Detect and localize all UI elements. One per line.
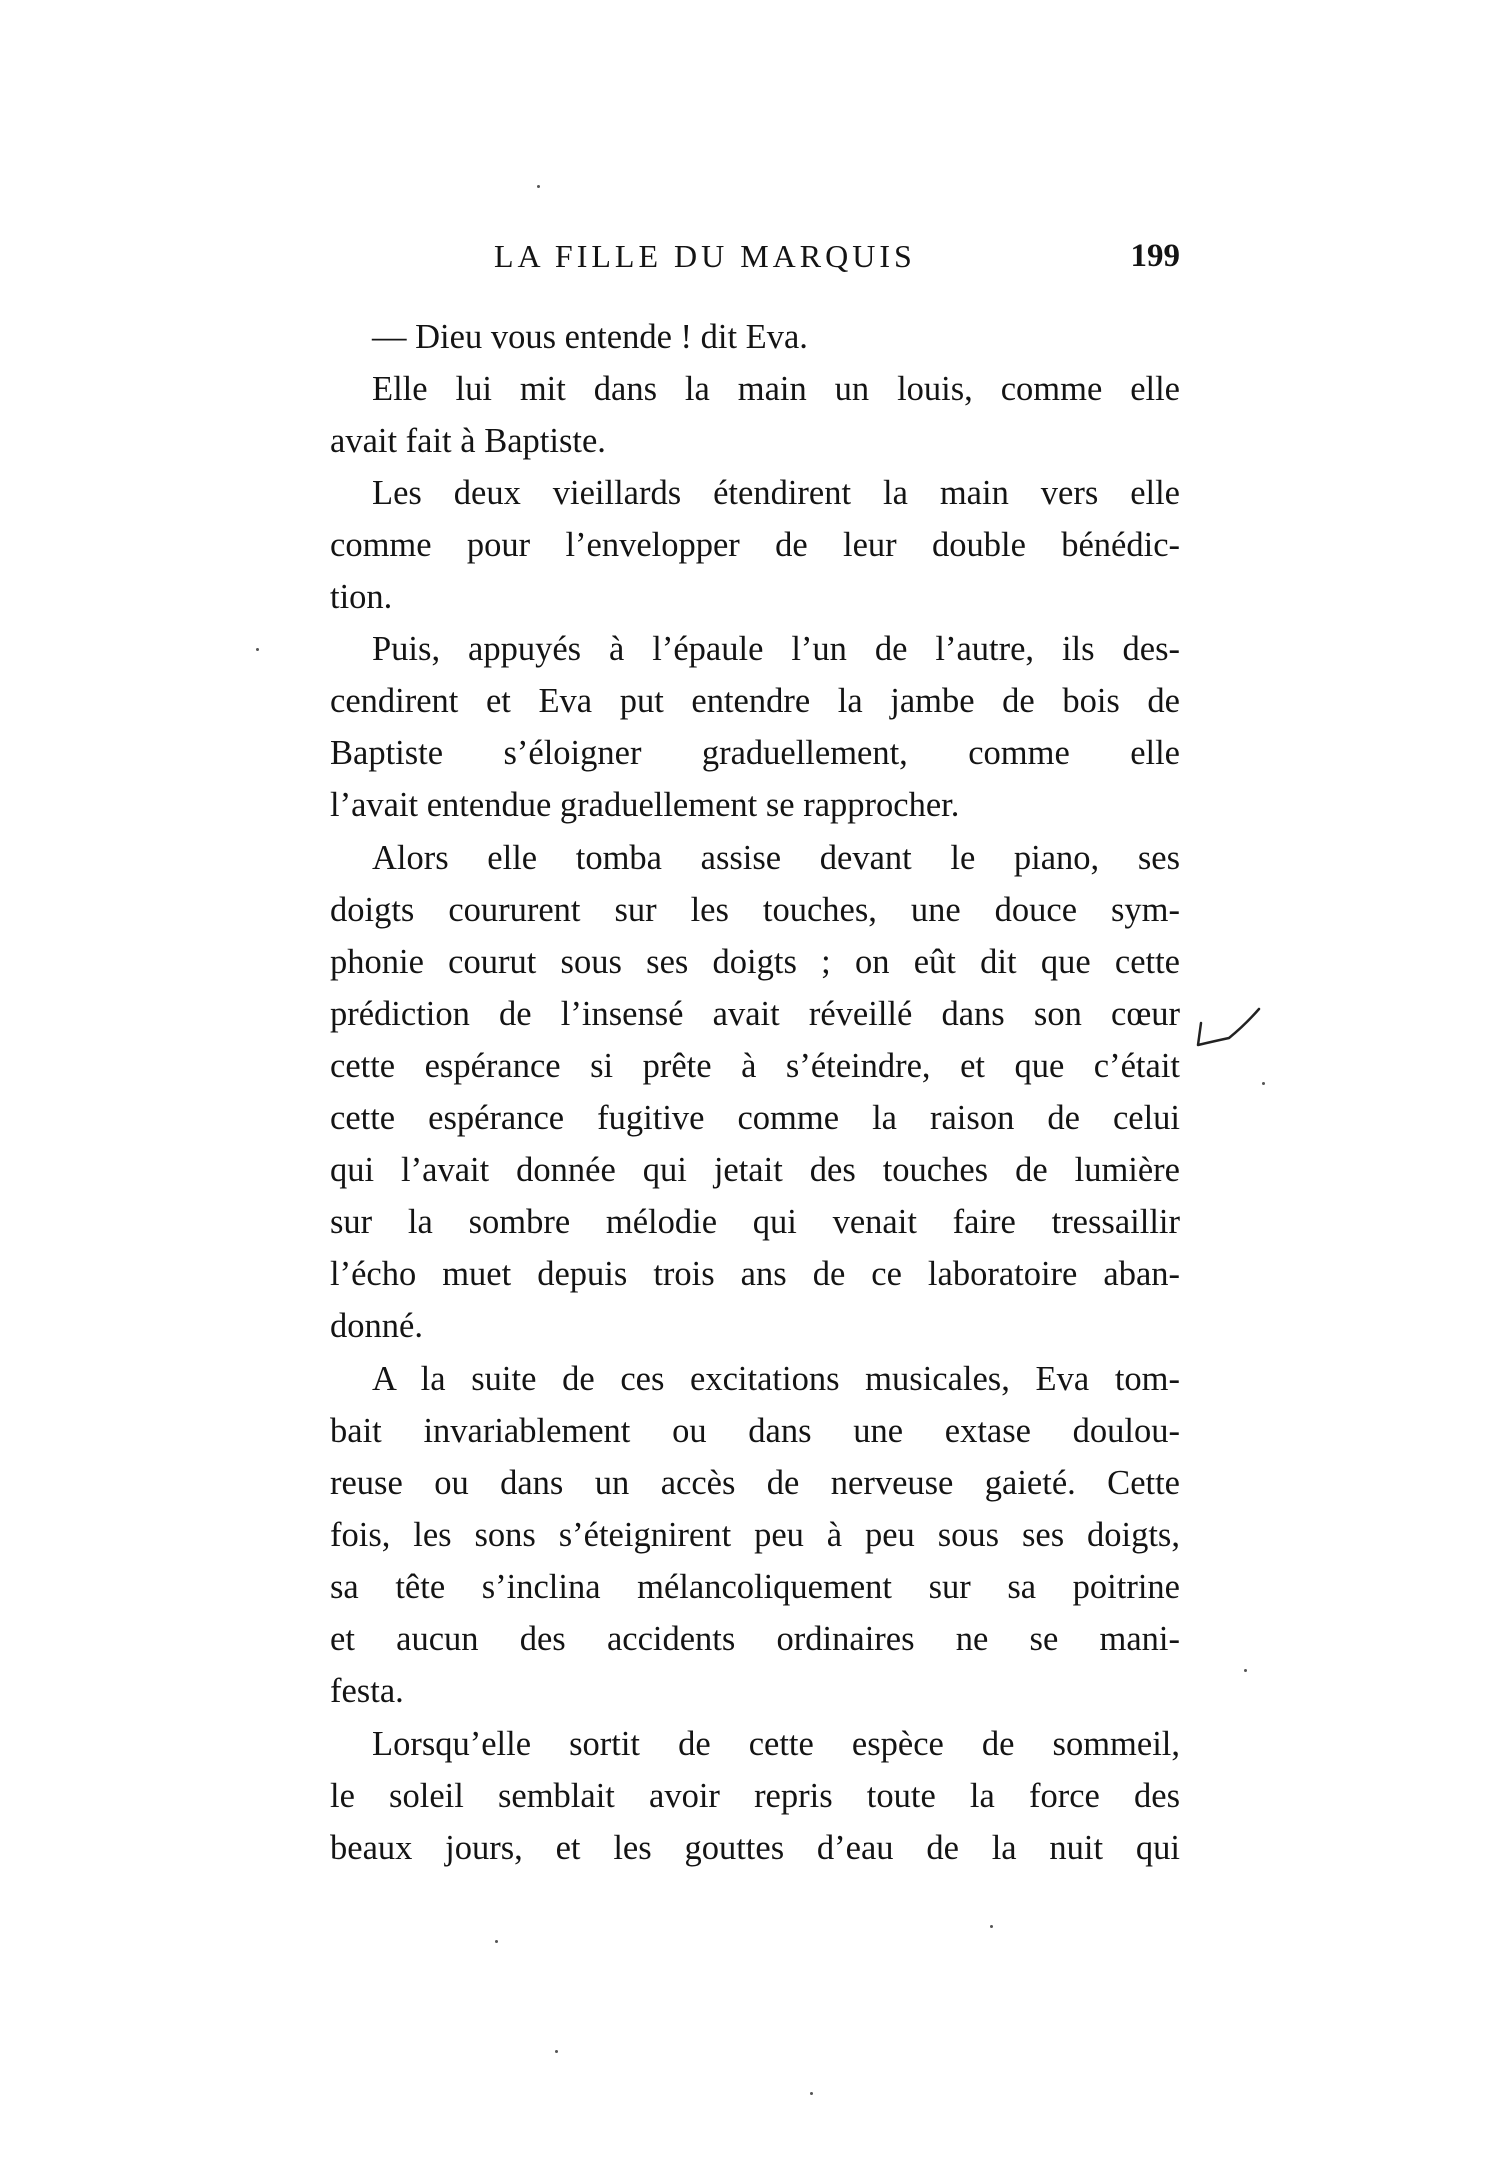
text-line: phonie courut sous ses doigts ; on eût dit que cette bbox=[330, 943, 1180, 981]
text-line: avait fait à Baptiste. bbox=[330, 422, 606, 460]
text-line: A la suite de ces excitations musicales, Eva tom- bbox=[372, 1360, 1180, 1398]
text-line: Les deux vieillards étendirent la main vers elle bbox=[372, 474, 1180, 512]
text-line: le soleil semblait avoir repris toute la force des bbox=[330, 1777, 1180, 1815]
scan-speck bbox=[256, 648, 259, 651]
text-line: Lorsqu’elle sortit de cette espèce de sommeil, bbox=[372, 1725, 1180, 1763]
scan-speck bbox=[537, 185, 540, 188]
text-line: reuse ou dans un accès de nerveuse gaieté. Cette bbox=[330, 1464, 1180, 1502]
text-line: sa tête s’inclina mélancoliquement sur sa poitrine bbox=[330, 1568, 1180, 1606]
text-line: cette espérance si prête à s’éteindre, et que c’était bbox=[330, 1047, 1180, 1085]
text-line: prédiction de l’insensé avait réveillé dans son cœur bbox=[330, 995, 1180, 1033]
text-line: bait invariablement ou dans une extase doulou- bbox=[330, 1412, 1180, 1450]
text-line: l’avait entendue graduellement se rapprocher. bbox=[330, 786, 960, 824]
text-line: comme pour l’envelopper de leur double bénédic- bbox=[330, 526, 1180, 564]
text-line: Elle lui mit dans la main un louis, comme elle bbox=[372, 370, 1180, 408]
text-line: doigts coururent sur les touches, une douce sym- bbox=[330, 891, 1180, 929]
scan-speck bbox=[990, 1925, 993, 1928]
text-line: tion. bbox=[330, 578, 393, 616]
text-line: beaux jours, et les gouttes d’eau de la nuit qui bbox=[330, 1829, 1180, 1867]
running-title: LA FILLE DU MARQUIS bbox=[494, 238, 916, 274]
scan-speck bbox=[555, 2050, 558, 2053]
page-number: 199 bbox=[1130, 238, 1180, 274]
text-line: qui l’avait donnée qui jetait des touches de lumière bbox=[330, 1151, 1180, 1189]
scan-speck bbox=[810, 2092, 813, 2095]
scan-speck bbox=[1244, 1669, 1247, 1672]
text-line: et aucun des accidents ordinaires ne se mani- bbox=[330, 1620, 1180, 1658]
text-line: l’écho muet depuis trois ans de ce laboratoire aban- bbox=[330, 1255, 1180, 1293]
text-line: — Dieu vous entende ! dit Eva. bbox=[372, 318, 808, 356]
page-header bbox=[330, 238, 1180, 288]
text-line: Alors elle tomba assise devant le piano, ses bbox=[372, 839, 1180, 877]
text-line: cette espérance fugitive comme la raison de celui bbox=[330, 1099, 1180, 1137]
text-line: donné. bbox=[330, 1307, 423, 1345]
scan-speck bbox=[495, 1940, 498, 1943]
text-line: fois, les sons s’éteignirent peu à peu sous ses doigts, bbox=[330, 1516, 1180, 1554]
text-line: Puis, appuyés à l’épaule l’un de l’autre, ils des- bbox=[372, 630, 1180, 668]
text-line: Baptiste s’éloigner graduellement, comme elle bbox=[330, 734, 1180, 772]
text-line: festa. bbox=[330, 1672, 404, 1710]
pencil-check-mark-icon bbox=[1195, 1005, 1265, 1055]
text-line: sur la sombre mélodie qui venait faire tressaillir bbox=[330, 1203, 1180, 1241]
text-line: cendirent et Eva put entendre la jambe de bois de bbox=[330, 682, 1180, 720]
scan-speck bbox=[1262, 1082, 1265, 1085]
